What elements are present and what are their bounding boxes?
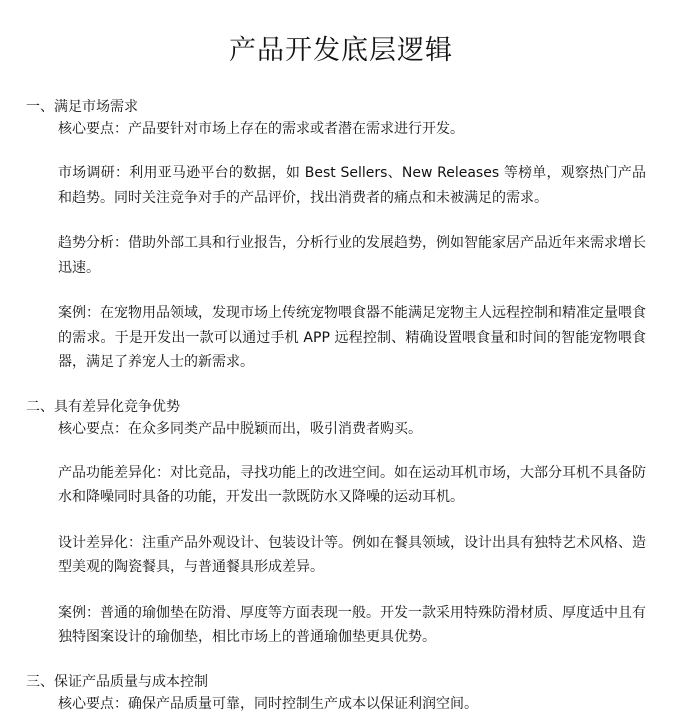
paragraph-trend-analysis: 趋势分析：借助外部工具和行业报告，分析行业的发展趋势，例如智能家居产品近年来需求增长迅速。 [58, 235, 646, 276]
section-heading: 三、保证产品质量与成本控制 [26, 673, 208, 690]
section-heading: 二、具有差异化竞争优势 [26, 398, 180, 415]
document-body [26, 96, 646, 715]
section-heading: 一、满足市场需求 [26, 99, 138, 115]
paragraph-function-differentiation: 产品功能差异化：对比竞品，寻找功能上的改进空间。如在运动耳机市场，大部分耳机不具备防水和降噪同时具备的功能，开发出一款既防水又降噪的运动耳机。 [58, 464, 646, 505]
paragraph-market-research: 市场调研：利用亚马逊平台的数据，如 Best Sellers、New Releases 等榜单，观察热门产品和趋势。同时关注竞争对手的产品评价，找出消费者的痛点和未被满足的需求。 [58, 165, 646, 206]
paragraph-case-yoga-mat: 案例：普通的瑜伽垫在防滑、厚度等方面表现一般。开发一款采用特殊防滑材质、厚度适中且有独特图案设计的瑜伽垫，相比市场上的普通瑜伽垫更具优势。 [58, 604, 646, 645]
paragraph-design-differentiation: 设计差异化：注重产品外观设计、包装设计等。例如在餐具领域，设计出具有独特艺术风格、造型美观的陶瓷餐具，与普通餐具形成差异。 [58, 534, 646, 575]
key-point: 核心要点：确保产品质量可靠，同时控制生产成本以保证利润空间。 [58, 695, 478, 712]
key-point: 核心要点：在众多同类产品中脱颖而出，吸引消费者购买。 [58, 420, 422, 437]
paragraph-case-pet-feeder: 案例：在宠物用品领域，发现市场上传统宠物喂食器不能满足宠物主人远程控制和精准定量喂食的需求。于是开发出一款可以通过手机 APP 远程控制、精确设置喂食量和时间的智能宠物喂食器，满足了养宠人士的新需求。 [58, 305, 646, 370]
key-point: 核心要点：产品要针对市场上存在的需求或者潜在需求进行开发。 [58, 121, 464, 137]
document-title: 产品开发底层逻辑 [229, 35, 453, 66]
